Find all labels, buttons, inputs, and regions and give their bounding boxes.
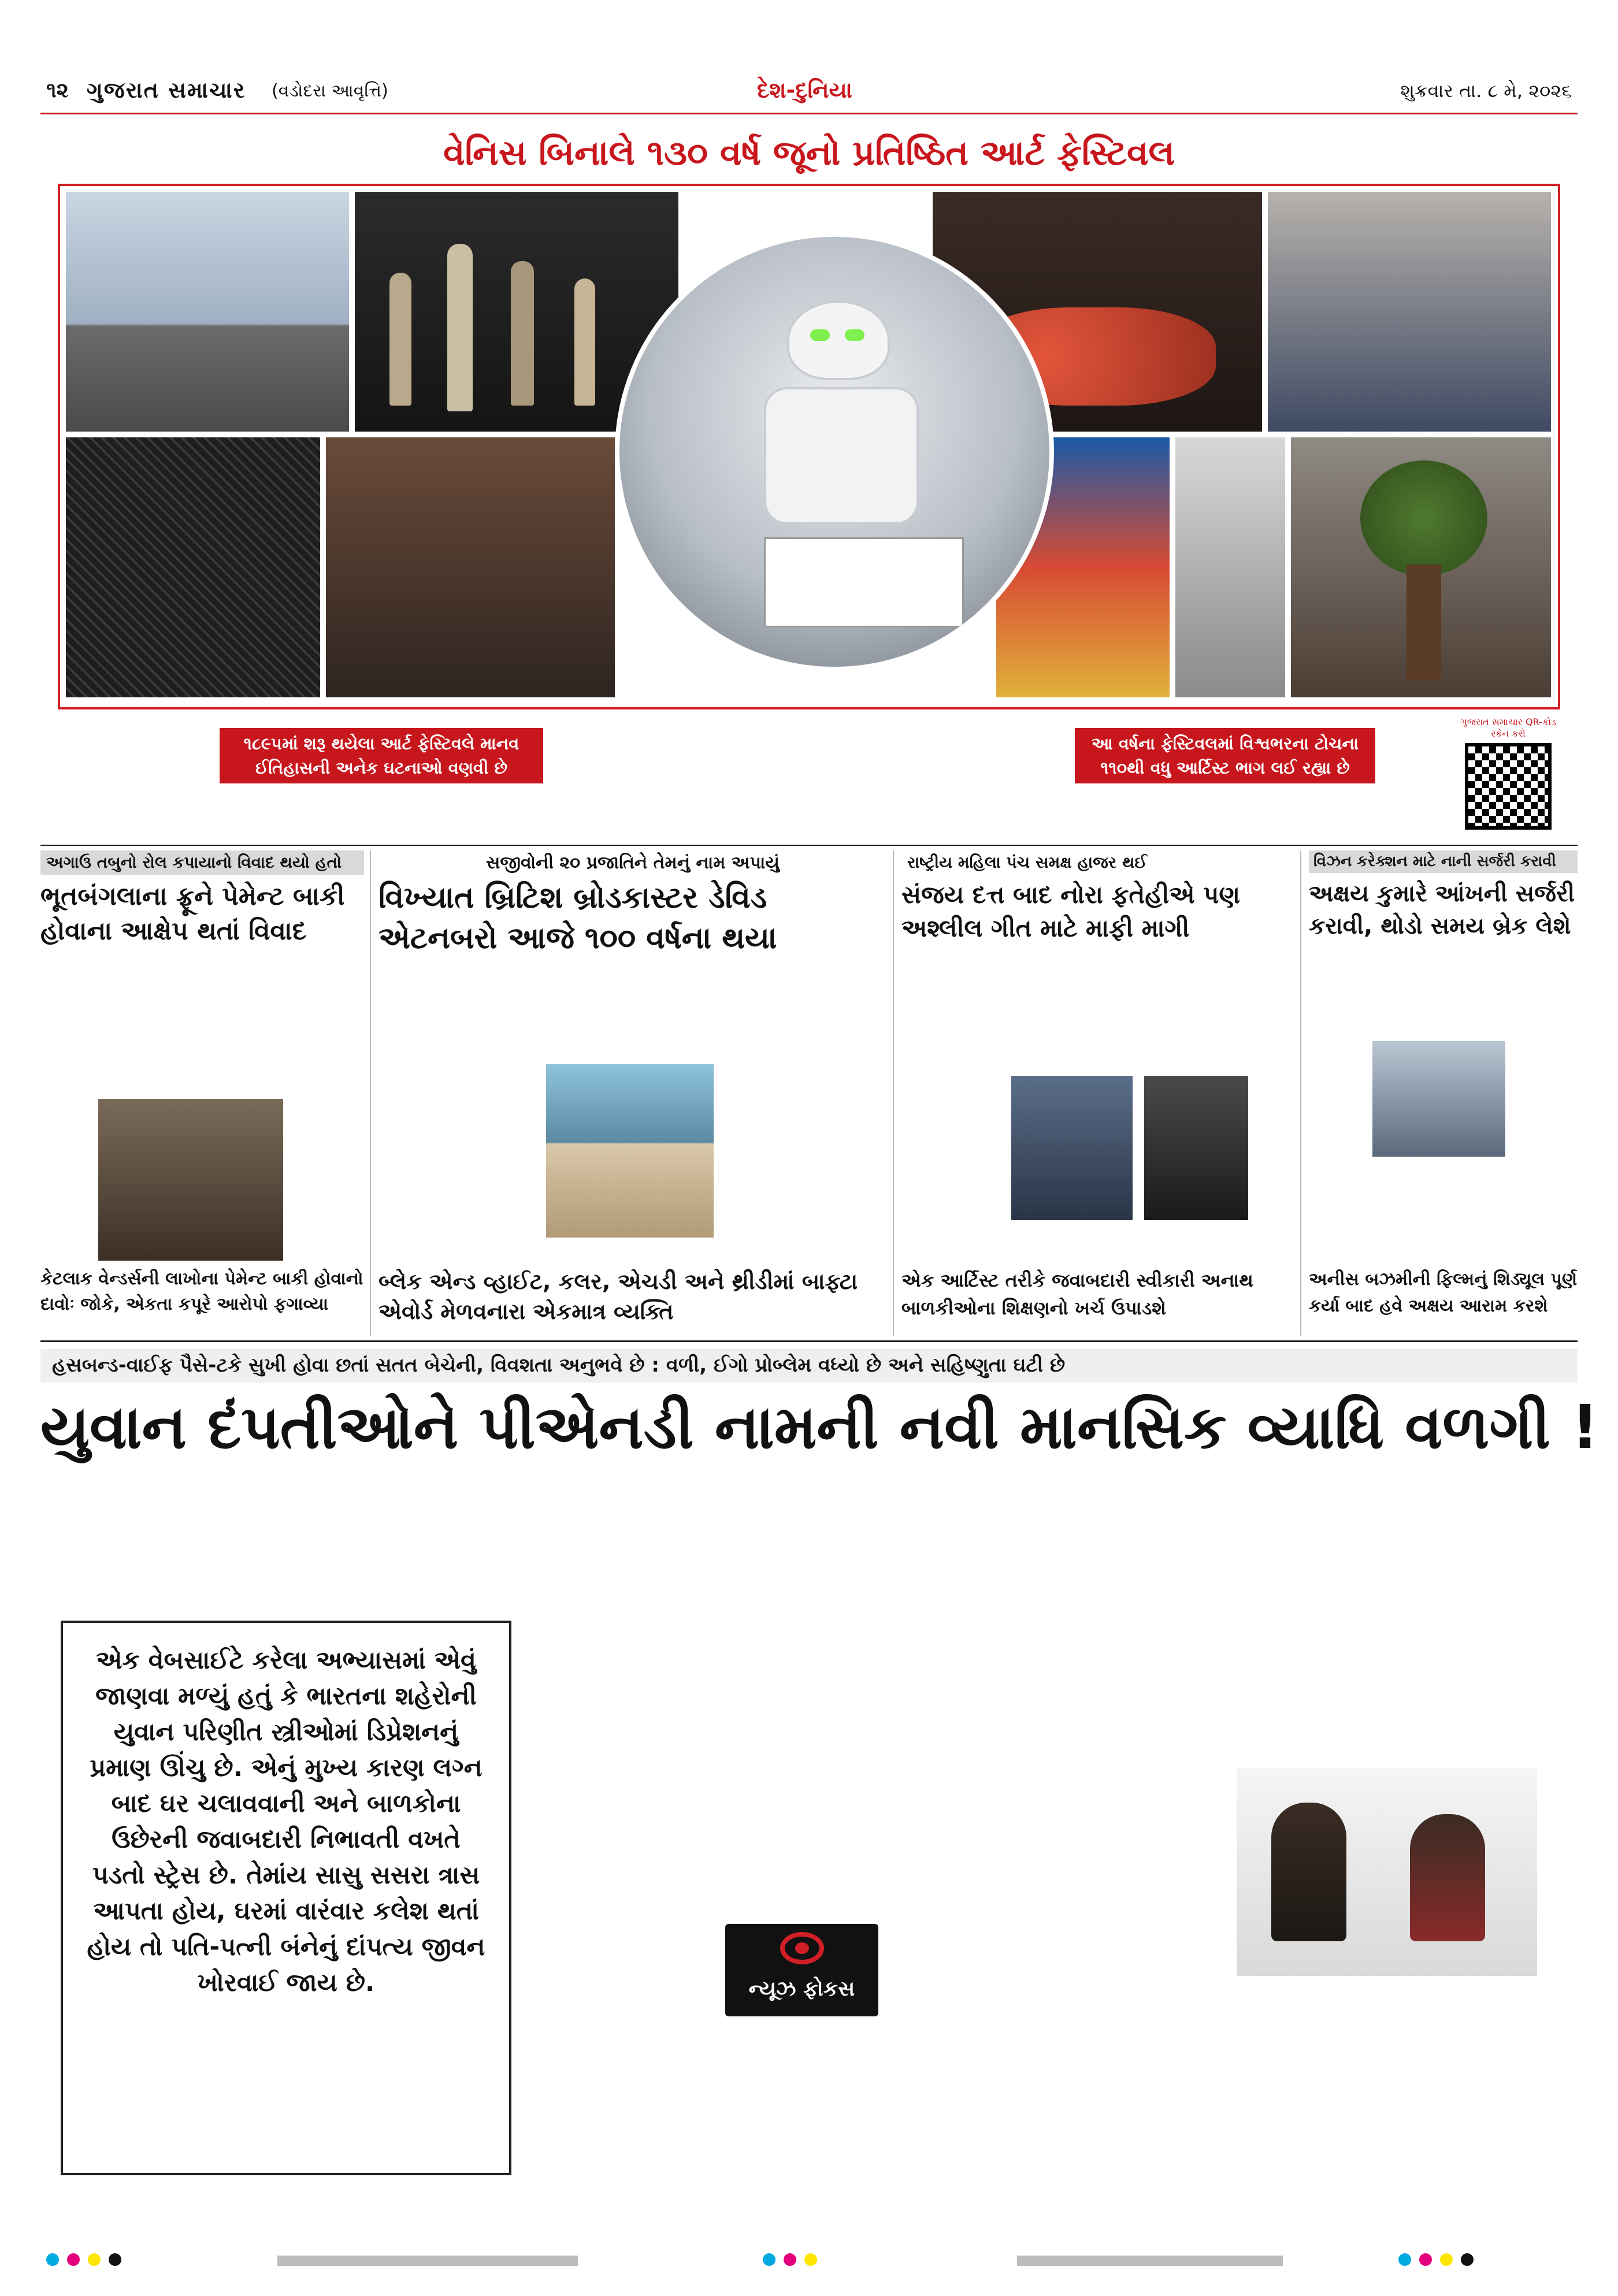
story-attenborough-body	[378, 983, 887, 1261]
qr-box[interactable]	[1456, 716, 1560, 838]
issue-date: શુક્રવાર તા. ૮ મે, ૨૦૨૬	[1400, 80, 1572, 102]
story-bhoot	[40, 850, 364, 1336]
color-bar	[1017, 2256, 1283, 2266]
venice-photo-graffiti-room	[66, 437, 320, 697]
venice-photo-robot	[615, 232, 1054, 671]
qr-label: ગુજરાત સમાચાર QR-કોડ સ્કેન કરો	[1460, 716, 1556, 739]
venice-pull-quote-left: ૧૮૯૫માં શરૂ થયેલા આર્ટ ફેસ્ટિવલે માનવ ઈતિહાસની અનેક ઘટનાઓ વણવી છે	[220, 728, 543, 783]
news-focus-label: ન્યૂઝ ફોકસ	[748, 1977, 855, 2001]
story-akshay	[1309, 850, 1578, 1336]
registration-dots-icon	[1398, 2253, 1572, 2271]
story-bhoot-headline: ભૂતબંગલાના ફ્રૂને પેમેન્ટ બાકી હોવાના આક્ષેપ થતાં વિવાદ	[40, 882, 345, 946]
venice-photo-frame	[58, 184, 1560, 709]
section-label: દેશ-દુનિયા	[757, 77, 852, 103]
venice-photo-sculpture	[66, 192, 349, 432]
masthead	[40, 74, 1578, 110]
column-divider	[370, 850, 371, 1336]
story-bhoot-body	[40, 966, 364, 1266]
story-attenborough-kicker: સજીવોની ૨૦ પ્રજાતિને તેમનું નામ અપાયું	[486, 853, 780, 873]
edition-label: (વડોદરા આવૃત્તિ)	[272, 81, 388, 101]
venice-photo-installation	[1175, 437, 1285, 697]
venice-pull-quote-right: આ વર્ષના ફેસ્ટિવલમાં વિશ્વભરના ટોચના ૧૧૦થી વધુ આર્ટિસ્ટ ભાગ લઈ રહ્યા છે	[1075, 728, 1375, 783]
venice-photo-tree-sculpture	[1291, 437, 1551, 697]
story-attenborough-headline: વિખ્યાત બ્રિટિશ બ્રોડકાસ્ટર ડેવિડ એટનબરો આજે ૧૦૦ વર્ષના થયા	[378, 880, 777, 956]
page-number: ૧૨	[46, 79, 69, 102]
registration-dots-icon	[46, 2253, 220, 2271]
story-sanjay-footer: એક આર્ટિસ્ટ તરીકે જવાબદારી સ્વીકારી અનાથ બાળકીઓના શિક્ષણનો ખર્ચ ઉપાડશે	[901, 1269, 1253, 1319]
registration-dots-icon	[763, 2253, 878, 2271]
lead-photo-couple	[1237, 1768, 1537, 1976]
story-attenborough	[378, 850, 887, 1336]
venice-photo-hall	[1268, 192, 1551, 432]
venice-bottom-rule	[40, 845, 1578, 846]
story-bhoot-footer: કેટલાક વેન્ડર્સની લાખોના પેમેન્ટ બાકી હોવાનો દાવોઃ જોકે, એકતા કપૂરે આરોપો ફગાવ્યા	[40, 1269, 363, 1314]
story-bhoot-kicker: અગાઉ તબુનો રોલ કપાયાનો વિવાદ થયો હતો	[40, 850, 364, 875]
story-akshay-body	[1309, 960, 1578, 1261]
lead-headline: યુવાન દંપતીઓને પીએનડી નામની નવી માનસિક વ્યાધિ વળગી !	[40, 1392, 1599, 1462]
story-sanjay-kicker: રાષ્ટ્રીય મહિલા પંચ સમક્ષ હાજર થઈ	[907, 853, 1148, 872]
story-sanjay-nora	[901, 850, 1294, 1336]
news-focus-badge	[725, 1924, 878, 2016]
column-divider	[893, 850, 894, 1336]
lead-cutout-box	[61, 1621, 511, 2175]
qr-code-icon	[1465, 743, 1552, 830]
masthead-rule	[40, 113, 1578, 114]
venice-photo-gallery-visitors	[326, 437, 615, 697]
eye-icon	[780, 1932, 824, 1964]
lead-cutout-text: એક વેબસાઈટે કરેલા અભ્યાસમાં એવું જાણવા મળ્યું હતું કે ભારતના શહેરોની યુવાન પરિણીત સ્ત્રીઓમાં ડિપ્રેશનનું પ્રમાણ ઊંચુ છે. એનું મુખ્ય કારણ લગ્ન બાદ ઘર ચલાવવાની અને બાળકોના ઉછેરની જવાબદારી નિભાવતી વખતે પડતો સ્ટ્રેસ છે. તેમાંય સાસુ સસરા ત્રાસ આપતા હોય, ઘરમાં વારંવાર કલેશ થતાં હોય તો પતિ-પત્ની બંનેનું દાંપત્ય જીવન ખોરવાઈ જાય છે.	[87, 1646, 485, 1997]
story-akshay-kicker: વિઝન કરેક્શન માટે નાની સર્જરી કરાવી	[1309, 850, 1578, 873]
color-bar	[277, 2256, 578, 2266]
story-sanjay-body	[901, 966, 1294, 1266]
story-attenborough-footer: બ્લેક એન્ડ વ્હાઈટ, કલર, એચડી અને થ્રીડીમાં બાફ્ટા એવોર્ડ મેળવનારા એકમાત્ર વ્યક્તિ	[378, 1269, 858, 1324]
story-sanjay-headline: સંજય દત્ત બાદ નોરા ફતેહીએ પણ અશ્લીલ ગીત માટે માફી માગી	[901, 880, 1241, 942]
story-akshay-headline: અક્ષય કુમારે આંખની સર્જરી કરાવી, થોડો સમય બ્રેક લેશે	[1309, 880, 1575, 939]
paper-name: ગુજરાત સમાચાર	[87, 77, 246, 103]
story-akshay-footer: અનીસ બઝમીની ફિલ્મનું શિડ્યૂલ પૂર્ણ કર્યા બાદ હવે અક્ષય આરામ કરશે	[1309, 1269, 1578, 1316]
stories-bottom-rule	[40, 1340, 1578, 1342]
lead-kicker: હસબન્ડ-વાઈફ પૈસે-ટકે સુખી હોવા છતાં સતત બેચેની, વિવશતા અનુભવે છે : વળી, ઈગો પ્રોબ્લેમ વધ્યો છે અને સહિષ્ણુતા ઘટી છે	[40, 1349, 1578, 1383]
venice-headline: વેનિસ બિનાલે ૧૩૦ વર્ષ જૂનો પ્રતિષ્ઠિત આર્ટ ફેસ્ટિવલ	[443, 133, 1175, 173]
column-divider	[1300, 850, 1301, 1336]
